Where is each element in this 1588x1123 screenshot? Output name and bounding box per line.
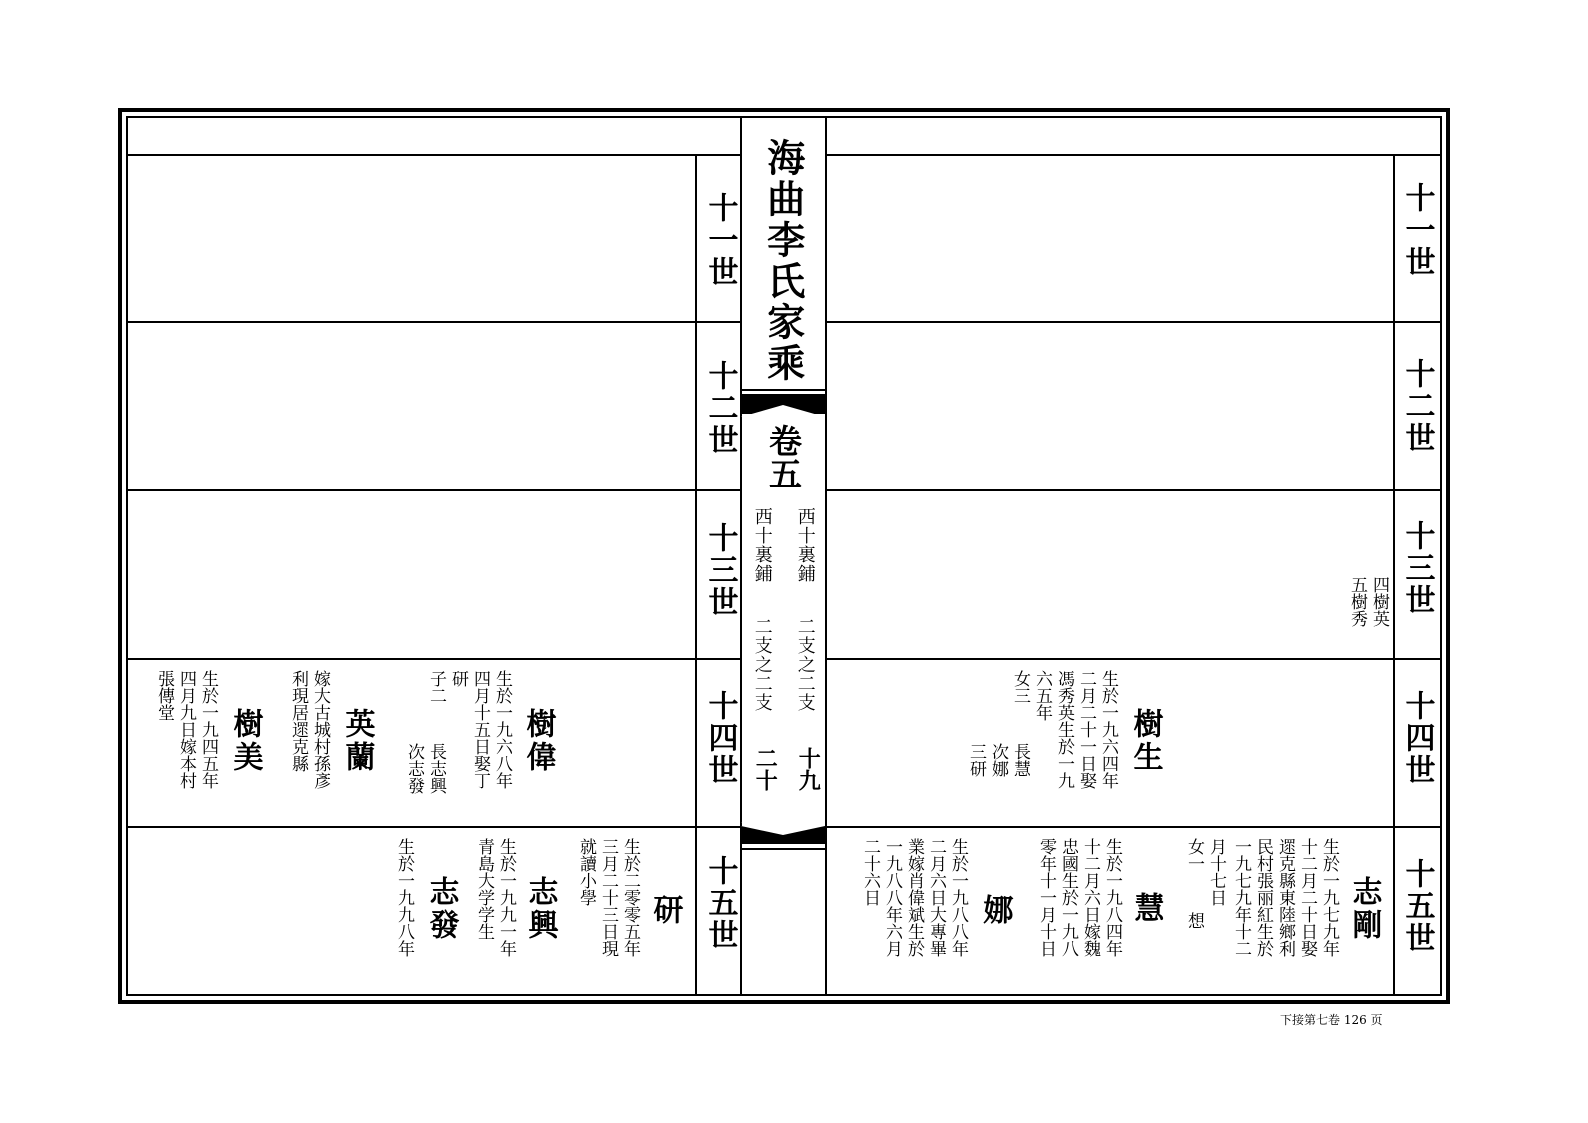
l14b-note-1: 嫁大古城村孫彥: [309, 670, 330, 789]
l14a-note-2: 四月十五日娶丁: [469, 670, 490, 789]
r15a-note-1: 生於一九七九年: [1318, 838, 1339, 957]
l14a-note-4: 子二: [425, 670, 446, 704]
r13-note-col2: 五樹秀: [1346, 576, 1367, 627]
r15c-note-3: 業嫁肖偉斌生於: [903, 838, 924, 957]
r15b-note-2: 十二月六日嫁魏: [1079, 838, 1100, 957]
left-row-line-4: [126, 826, 740, 828]
spine-left-line: [740, 116, 742, 996]
r15a-note-7: 女一: [1183, 838, 1204, 872]
left-gen-label-13: 十三世: [702, 522, 738, 618]
l14c-note-3: 張傳堂: [153, 670, 174, 721]
r15b-note-3: 忠國生於一九八: [1057, 838, 1078, 957]
r14-child-3: 三研: [965, 743, 986, 777]
branch-right-place: 西十裏鋪: [794, 507, 816, 583]
r14-child-1: 長慧: [1009, 743, 1030, 777]
r14-note-3: 馮秀英生於一九: [1053, 670, 1074, 789]
left-row-line-2: [126, 489, 740, 491]
right-gen-label-11: 十一世: [1399, 182, 1435, 278]
l15a-note-3: 就讀小學: [575, 838, 596, 906]
spine-chevron-bottom-cut: [741, 826, 825, 836]
branch-right-branch: 二支之二支: [794, 617, 816, 712]
r15b-note-1: 生於一九八四年: [1101, 838, 1122, 957]
left-gen-col-line-a: [695, 155, 697, 996]
r14-note-1: 生於一九六四年: [1097, 670, 1118, 789]
r15a-note-5: 一九七九年十二: [1230, 838, 1251, 957]
volume-label: 卷五: [763, 424, 803, 490]
r13-note-col1: 四樹英: [1368, 576, 1389, 627]
r15a-note-2: 十二月二十日娶: [1296, 838, 1317, 957]
l15-name-zhixing: 志興: [522, 876, 558, 942]
l14a-note-3: 研: [447, 670, 468, 687]
r15a-note-4: 民村張丽紅生於: [1252, 838, 1273, 957]
r15-name-zhigang: 志剛: [1346, 876, 1382, 942]
r15-name-hui: 慧: [1128, 892, 1164, 925]
r15-name-na: 娜: [977, 894, 1013, 927]
l15b-note-1: 生於一九九一年: [495, 838, 516, 957]
spine-line-a: [741, 389, 825, 391]
r15a-note-6: 月十七日: [1205, 838, 1226, 906]
r15c-note-1: 生於一九八八年: [947, 838, 968, 957]
l15c-note-1: 生於一九九八年: [393, 838, 414, 957]
left-row-line-3: [126, 658, 740, 660]
left-row-line-1: [126, 321, 740, 323]
left-gen-label-12: 十二世: [702, 360, 738, 456]
branch-left-branch: 二支之二支: [751, 617, 773, 712]
r15c-note-5: 二十六日: [859, 838, 880, 906]
r14-name-shusheng: 樹生: [1127, 708, 1163, 774]
l15-name-yan: 研: [647, 894, 683, 927]
l14b-note-2: 利現居遝克縣: [287, 670, 308, 772]
book-title: 海曲李氏家乘: [760, 138, 806, 384]
left-gen-label-15: 十五世: [702, 855, 738, 951]
r14-note-4: 六五年: [1031, 670, 1052, 721]
l14c-note-1: 生於一九四五年: [197, 670, 218, 789]
spine-right-line: [825, 116, 827, 996]
r15a-note-3: 遝克縣東陸鄉利: [1274, 838, 1295, 957]
l14a-child-1: 長志興: [425, 743, 446, 794]
l15a-note-1: 生於二零零五年: [619, 838, 640, 957]
spine-chevron-top: [741, 403, 825, 417]
l14c-note-2: 四月九日嫁本村: [175, 670, 196, 789]
right-gen-label-13: 十三世: [1399, 520, 1435, 616]
r14-note-2: 二月二十一日娶: [1075, 670, 1096, 789]
branch-right-number: 十九: [795, 747, 822, 791]
l15a-note-2: 三月二十三日現: [597, 838, 618, 957]
right-row-line-2: [826, 489, 1442, 491]
right-gen-label-14: 十四世: [1399, 690, 1435, 786]
r15b-note-4: 零年十一月十日: [1035, 838, 1056, 957]
branch-left-number: 二十: [752, 747, 779, 791]
r15a-note-8: 想: [1183, 912, 1204, 929]
r15c-note-2: 二月六日大專畢: [925, 838, 946, 957]
r14-child-2: 次娜: [987, 743, 1008, 777]
branch-left-place: 西十裏鋪: [751, 507, 773, 583]
l14-name-shumei: 樹美: [227, 708, 263, 774]
spine-line-b: [741, 848, 825, 850]
left-header-line: [126, 154, 740, 156]
right-gen-label-15: 十五世: [1399, 858, 1435, 954]
left-gen-label-11: 十一世: [702, 192, 738, 288]
r14-note-5: 女三: [1009, 670, 1030, 704]
left-gen-label-14: 十四世: [702, 690, 738, 786]
l14-name-shuwei: 樹偉: [520, 708, 556, 774]
right-gen-col-line-a: [1393, 155, 1395, 996]
right-row-line-4: [826, 826, 1442, 828]
l14a-note-1: 生於一九六八年: [491, 670, 512, 789]
l15b-note-2: 青島大学学生: [473, 838, 494, 940]
right-gen-label-12: 十二世: [1399, 358, 1435, 454]
right-row-line-1: [826, 321, 1442, 323]
l14-name-yinglan: 英蘭: [339, 708, 375, 774]
right-header-line: [826, 154, 1442, 156]
footer-continuation: 下接第七卷 126 页: [1280, 1013, 1383, 1027]
right-row-line-3: [826, 658, 1442, 660]
l15-name-zhifa: 志發: [423, 876, 459, 942]
l14a-child-2: 次志發: [403, 743, 424, 794]
r15c-note-4: 一九八八年六月: [881, 838, 902, 957]
